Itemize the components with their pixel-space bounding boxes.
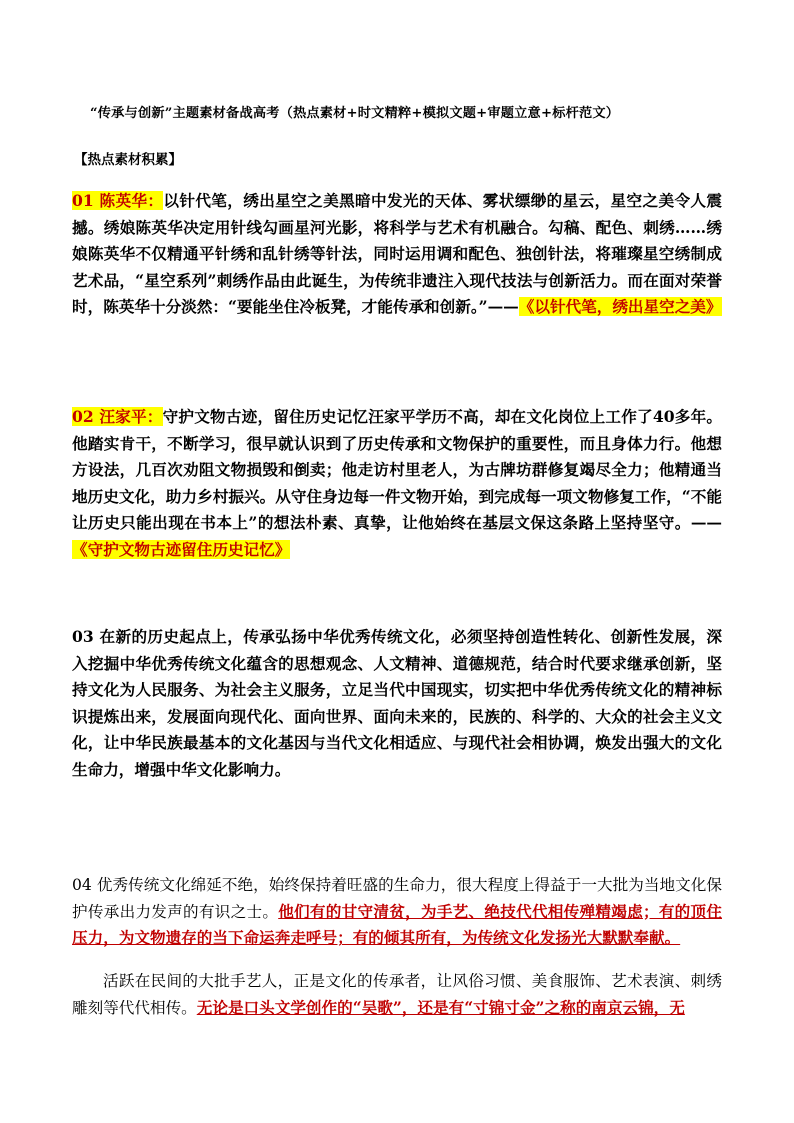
material-item-5 [72,968,722,1021]
item-source: 《以针代笔，绣出星空之美》 [518,297,722,317]
section-heading: 【热点素材积累】 [74,152,182,168]
paragraph-text: 活跃在民间的大批手艺人，正是文化的传承者，让风俗习惯、美食服饰、艺术表演、刺绣雕刻等代代相传。 [72,972,722,1017]
material-item-3: 03 在新的历史起点上，传承弘扬中华优秀传统文化，必须坚持创造性转化、创新性发展，深入挖掘中华优秀传统文化蕴含的思想观念、人文精神、道德规范，结合时代要求继承创新，坚持文化为人民服务、为社会主义服务，立足当代中国现实，切实把中华优秀传统文化的精神标识提炼出来，发展面向现代化、面向世界、面向未来的，民族的、科学的、大众的社会主义文化，让中华民族最基本的文化基因与当代文化相适应、与现代社会相协调，焕发出强大的文化生命力，增强中华文化影响力。 [72,627,722,779]
item-dash: —— [487,297,519,317]
paragraph-text: 04 优秀传统文化绵延不绝，始终保持着旺盛的生命力，很大程度上得益于一大批为当地文化保护传承出力发声的有识之士。 [72,876,722,921]
item-label: 02 汪家平： [72,407,163,426]
item-source: 《守护文物古迹留住历史记忆》 [72,539,291,559]
item-dash: —— [690,513,722,533]
document-title: “传承与创新”主题素材备战高考（热点素材+时文精粹+模拟文题+审题立意+标杆范文） [90,106,620,121]
material-item-2 [72,404,722,564]
emphasis-text: 他们有的甘守清贫，为手艺、绝技代代相传殚精竭虑；有的顶住压力，为文物遗存的当下命运奔走呼号；有的倾其所有，为传统文化发扬光大默默奉献。 [72,901,722,948]
item-body: 以针代笔，绣出星空之美黑暗中发光的天体、雾状缥缈的星云，星空之美令人震撼。绣娘陈英华决定用针线勾画星河光影，将科学与艺术有机融合。勾稿、配色、刺绣……绣娘陈英华不仅精通平针绣和乱针绣等针法，同时运用调和配色、独创针法，将璀璨星空绣制成艺术品，“星空系列”刺绣作品由此诞生，为传统非遗注入现代技法与创新活力。而在面对荣誉时，陈英华十分淡然：“要能坐住冷板凳，才能传承和创新。” [72,191,722,317]
material-item-1 [72,188,722,321]
emphasis-text: 无论是口头文学创作的“吴歌”，还是有“寸锦寸金”之称的南京云锦，无 [196,997,685,1017]
material-item-4 [72,872,722,952]
item-body: 守护文物古迹，留住历史记忆汪家平学历不高，却在文化岗位上工作了40多年。他踏实肯干，不断学习，很早就认识到了历史传承和文物保护的重要性，而且身体力行。他想方设法，几百次劝阻文物损毁和倒卖；他走访村里老人，为古牌坊群修复竭尽全力；他精通当地历史文化，助力乡村振兴。从守住身边每一件文物开始，到完成每一项文物修复工作，“不能让历史只能出现在书本上”的想法朴素、真挚，让他始终在基层文保这条路上坚持坚守。 [72,407,722,533]
item-label: 01 陈英华： [72,191,164,210]
